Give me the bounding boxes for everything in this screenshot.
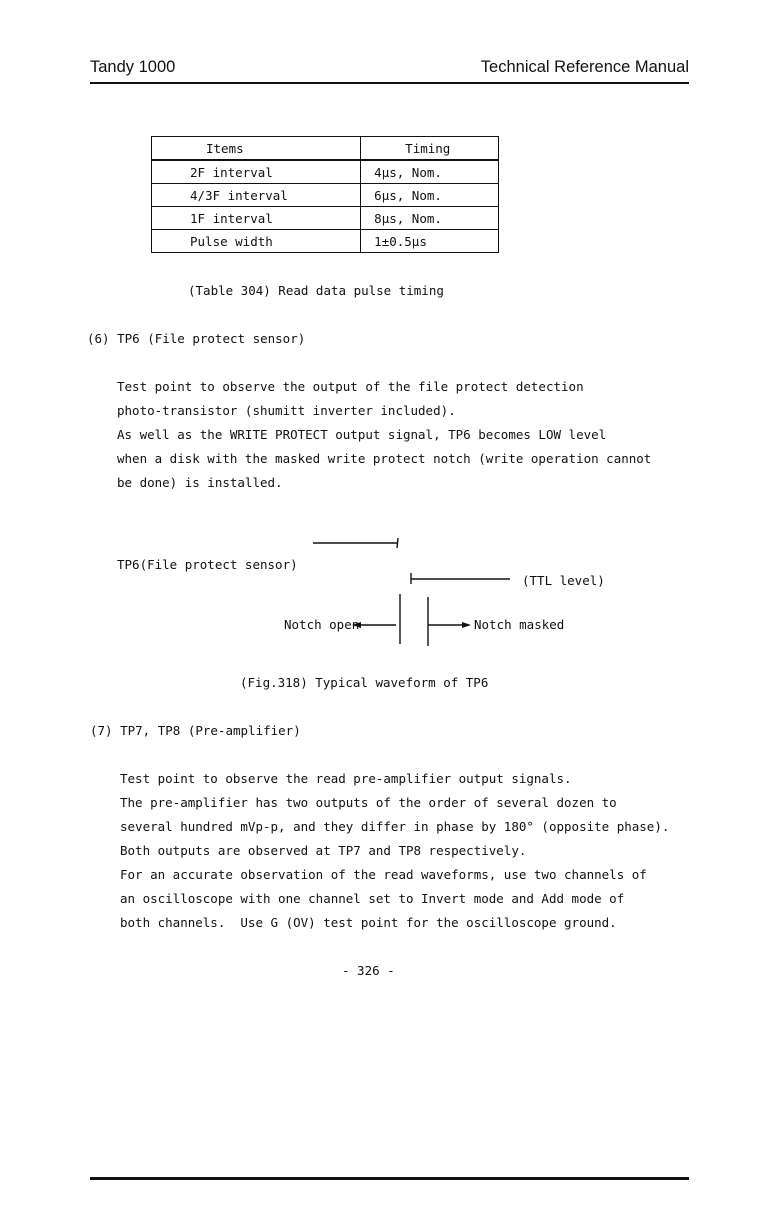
table-cell-timing: 6μs, Nom.: [361, 184, 499, 207]
table-cell-timing: 4μs, Nom.: [361, 160, 499, 184]
section-7-line: Both outputs are observed at TP7 and TP8 respectively.: [120, 843, 527, 858]
section-7-line: both channels. Use G (OV) test point for the oscilloscope ground.: [120, 915, 617, 930]
section-6-line: As well as the WRITE PROTECT output signal, TP6 becomes LOW level: [117, 427, 607, 442]
section-6-line: when a disk with the masked write protect notch (write operation cannot: [117, 451, 652, 466]
notch-masked-arrowhead: [462, 622, 471, 628]
section-6-line: Test point to observe the output of the file protect detection: [117, 379, 584, 394]
table-cell-item: 4/3F interval: [152, 184, 361, 207]
table-cell-item: 2F interval: [152, 160, 361, 184]
footer-rule: [90, 1177, 689, 1180]
table-cell-item: Pulse width: [152, 230, 361, 253]
table-header-timing: Timing: [361, 137, 499, 161]
header-title-right: Technical Reference Manual: [480, 58, 689, 76]
page-number: - 326 -: [342, 963, 395, 978]
waveform-high-tick: [397, 538, 398, 548]
section-7-line: The pre-amplifier has two outputs of the order of several dozen to: [120, 795, 617, 810]
section-6-heading: (6) TP6 (File protect sensor): [87, 331, 306, 346]
table-cell-timing: 8μs, Nom.: [361, 207, 499, 230]
table-caption: (Table 304) Read data pulse timing: [188, 283, 444, 298]
table-cell-item: 1F interval: [152, 207, 361, 230]
section-7-heading: (7) TP7, TP8 (Pre-amplifier): [90, 723, 301, 738]
fig-notch-masked-label: Notch masked: [474, 617, 565, 632]
fig-signal-label: TP6(File protect sensor): [117, 557, 298, 572]
section-7-line: several hundred mVp-p, and they differ in phase by 180° (opposite phase).: [120, 819, 670, 834]
figure-caption: (Fig.318) Typical waveform of TP6: [240, 675, 489, 690]
section-7-line: Test point to observe the read pre-amplifier output signals.: [120, 771, 572, 786]
table-header-items: Items: [152, 137, 361, 161]
section-7-line: an oscilloscope with one channel set to Invert mode and Add mode of: [120, 891, 625, 906]
fig-ttl-label: (TTL level): [522, 573, 605, 588]
header-title-left: Tandy 1000: [90, 58, 176, 76]
fig-notch-open-label: Notch open: [284, 617, 360, 632]
table-cell-timing: 1±0.5μs: [361, 230, 499, 253]
section-6-line: be done) is installed.: [117, 475, 283, 490]
section-7-line: For an accurate observation of the read waveforms, use two channels of: [120, 867, 647, 882]
section-6-line: photo-transistor (shumitt inverter included).: [117, 403, 456, 418]
